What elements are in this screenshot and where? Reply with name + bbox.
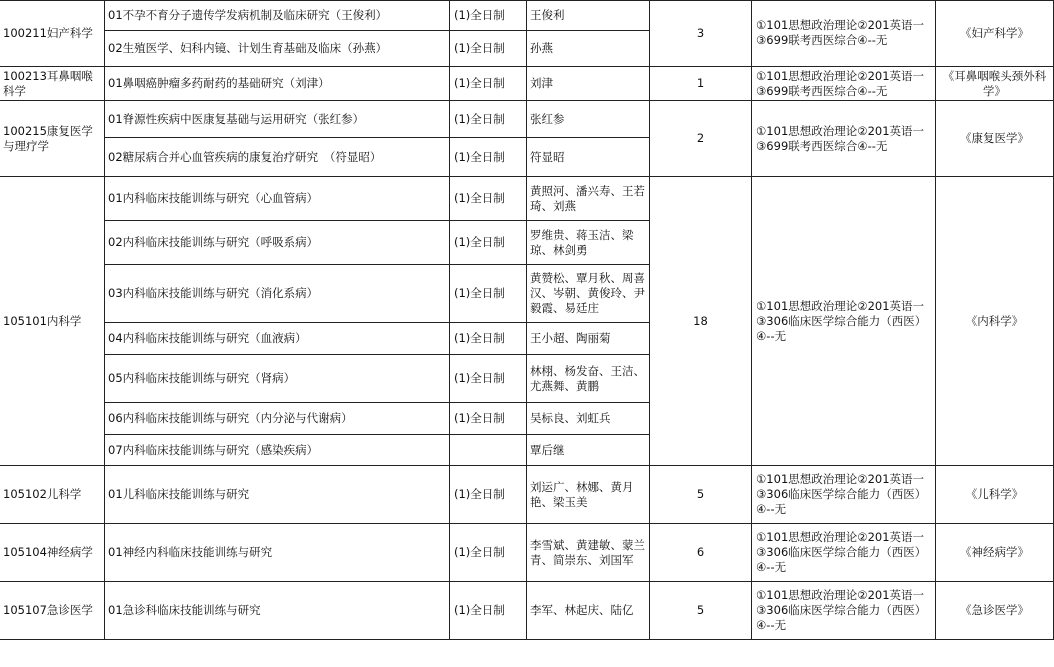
quota-cell-text: 18: [693, 313, 708, 328]
research-direction-cell: [105, 582, 450, 640]
study-mode-cell: [450, 265, 527, 323]
major-cell-text: 100213耳鼻咽喉科学: [3, 68, 93, 98]
reference-book-cell: [936, 101, 1054, 177]
exam-subjects-cell: [752, 582, 936, 640]
exam-subjects-cell: [752, 177, 936, 466]
exam-subjects-cell: [752, 0, 936, 67]
study-mode-cell: [450, 101, 527, 138]
supervisor-cell-text: 王俊利: [530, 7, 565, 22]
reference-book-cell: [936, 466, 1054, 524]
study-mode-cell-text: (1)全日制: [454, 7, 505, 22]
study-mode-cell: [450, 524, 527, 582]
quota-cell: [650, 101, 752, 177]
research-direction-cell-text: 01内科临床技能训练与研究（心血管病）: [108, 191, 319, 205]
supervisor-cell-text: 符显昭: [530, 149, 565, 164]
exam-subjects-cell: [752, 101, 936, 177]
table-top-border: [0, 0, 1054, 1]
research-direction-cell: [105, 221, 450, 265]
exam-subjects-cell-text: ①101思想政治理论②201英语一③306临床医学综合能力（西医）④--无: [756, 588, 927, 632]
major-cell: [0, 524, 105, 582]
exam-subjects-cell-text: ①101思想政治理论②201英语一③699联考西医综合④--无: [756, 18, 925, 47]
supervisor-cell-text: 孙燕: [530, 41, 553, 55]
study-mode-cell-text: (1)全日制: [454, 603, 505, 617]
study-mode-cell: [450, 0, 527, 31]
major-cell-text: 100211妇产科学: [3, 25, 93, 40]
research-direction-cell-text: 01急诊科临床技能训练与研究: [108, 603, 261, 617]
exam-subjects-cell-text: ①101思想政治理论②201英语一③306临床医学综合能力（西医）④--无: [756, 472, 927, 516]
reference-book-cell-text: 《妇产科学》: [960, 25, 1029, 40]
supervisor-cell-text: 覃后继: [530, 442, 565, 457]
supervisor-cell: [527, 177, 650, 221]
reference-book-cell: [936, 524, 1054, 582]
research-direction-cell: [105, 31, 450, 67]
study-mode-cell: [450, 466, 527, 524]
quota-cell-text: 5: [696, 603, 705, 617]
research-direction-cell-text: 02内科临床技能训练与研究（呼吸系病）: [108, 235, 319, 249]
major-cell-text: 105107急诊医学: [3, 603, 93, 617]
quota-cell-text: 2: [696, 131, 705, 145]
research-direction-cell: [105, 323, 450, 355]
major-cell-text: 105101内科学: [3, 313, 82, 328]
reference-book-cell-text: 《内科学》: [965, 313, 1024, 328]
supervisor-cell-text: 黄赞松、覃月秋、周喜汉、岑朝、黄俊玲、尹毅霞、易廷庄: [530, 271, 645, 315]
quota-cell-text: 6: [696, 545, 705, 559]
exam-subjects-cell: [752, 67, 936, 101]
quota-cell-text: 1: [696, 76, 705, 90]
quota-cell: [650, 0, 752, 67]
quota-cell: [650, 524, 752, 582]
study-mode-cell-text: (1)全日制: [454, 111, 505, 126]
research-direction-cell: [105, 466, 450, 524]
supervisor-cell: [527, 138, 650, 177]
study-mode-cell-text: (1)全日制: [454, 41, 505, 55]
research-direction-cell-text: 05内科临床技能训练与研究（肾病）: [108, 371, 296, 385]
exam-subjects-cell: [752, 524, 936, 582]
study-mode-cell: [450, 355, 527, 403]
exam-subjects-cell-text: ①101思想政治理论②201英语一③699联考西医综合④--无: [756, 123, 925, 153]
study-mode-cell: [450, 221, 527, 265]
quota-cell: [650, 466, 752, 524]
exam-subjects-cell-text: ①101思想政治理论②201英语一③699联考西医综合④--无: [756, 68, 925, 98]
study-mode-cell: [450, 403, 527, 435]
supervisor-cell-text: 刘津: [530, 76, 553, 90]
supervisor-cell-text: 李雪斌、黄建敏、蒙兰青、简崇东、刘国军: [530, 537, 645, 567]
study-mode-cell: [450, 435, 527, 466]
study-mode-cell: [450, 67, 527, 101]
exam-subjects-cell-text: ①101思想政治理论②201英语一③306临床医学综合能力（西医）④--无: [756, 298, 927, 343]
reference-book-cell-text: 《急诊医学》: [960, 603, 1029, 617]
research-direction-cell: [105, 524, 450, 582]
reference-book-cell: [936, 67, 1054, 101]
research-direction-cell: [105, 0, 450, 31]
study-mode-cell-text: (1)全日制: [454, 371, 505, 385]
study-mode-cell: [450, 582, 527, 640]
major-cell: [0, 582, 105, 640]
supervisor-cell-text: 李军、林起庆、陆亿: [530, 603, 634, 617]
research-direction-cell-text: 02糖尿病合并心血管疾病的康复治疗研究 （符显昭）: [108, 149, 382, 164]
supervisor-cell: [527, 582, 650, 640]
supervisor-cell: [527, 67, 650, 101]
reference-book-cell: [936, 0, 1054, 67]
research-direction-cell: [105, 265, 450, 323]
supervisor-cell: [527, 265, 650, 323]
exam-subjects-cell-text: ①101思想政治理论②201英语一③306临床医学综合能力（西医）④--无: [756, 530, 927, 574]
major-cell: [0, 0, 105, 67]
research-direction-cell-text: 01脊源性疾病中医康复基础与运用研究（张红参）: [108, 111, 365, 126]
supervisor-cell-text: 张红参: [530, 111, 565, 126]
study-mode-cell: [450, 177, 527, 221]
research-direction-cell-text: 01不孕不育分子遗传学发病机制及临床研究（王俊利）: [108, 7, 388, 22]
study-mode-cell-text: (1)全日制: [454, 286, 505, 300]
major-cell-text: 100215康复医学与理疗学: [3, 123, 93, 153]
supervisor-cell-text: 王小超、陶丽菊: [530, 331, 611, 345]
research-direction-cell-text: 01儿科临床技能训练与研究: [108, 487, 250, 501]
reference-book-cell-text: 《康复医学》: [960, 131, 1029, 145]
quota-cell-text: 3: [696, 25, 705, 40]
major-cell: [0, 67, 105, 101]
reference-book-cell-text: 《儿科学》: [965, 487, 1024, 501]
study-mode-cell-text: (1)全日制: [454, 331, 505, 345]
supervisor-cell: [527, 355, 650, 403]
quota-cell: [650, 177, 752, 466]
research-direction-cell: [105, 355, 450, 403]
study-mode-cell-text: (1)全日制: [454, 149, 505, 164]
reference-book-cell: [936, 582, 1054, 640]
supervisor-cell: [527, 403, 650, 435]
research-direction-cell-text: 04内科临床技能训练与研究（血液病）: [108, 331, 307, 345]
supervisor-cell-text: 黄照河、潘兴寿、王若琦、刘燕: [530, 183, 645, 213]
major-cell: [0, 177, 105, 466]
quota-cell: [650, 582, 752, 640]
research-direction-cell: [105, 67, 450, 101]
research-direction-cell-text: 01鼻咽癌肿瘤多药耐药的基础研究（刘津）: [108, 76, 330, 90]
research-direction-cell-text: 01神经内科临床技能训练与研究: [108, 545, 273, 559]
research-direction-cell: [105, 138, 450, 177]
major-cell-text: 105102儿科学: [3, 487, 82, 501]
study-mode-cell: [450, 31, 527, 67]
quota-cell: [650, 67, 752, 101]
research-direction-cell: [105, 403, 450, 435]
reference-book-cell-text: 《耳鼻咽喉头颈外科学》: [942, 68, 1047, 98]
supervisor-cell: [527, 221, 650, 265]
supervisor-cell-text: 罗维贵、蒋玉洁、梁琼、林剑勇: [530, 227, 634, 257]
supervisor-cell-text: 刘运广、林娜、黄月艳、梁玉美: [530, 479, 634, 509]
research-direction-cell: [105, 435, 450, 466]
quota-cell-text: 5: [696, 487, 705, 501]
supervisor-cell: [527, 466, 650, 524]
research-direction-cell-text: 07内科临床技能训练与研究（感染疾病）: [108, 442, 319, 457]
research-direction-cell: [105, 177, 450, 221]
research-direction-cell-text: 03内科临床技能训练与研究（消化系病）: [108, 286, 319, 300]
study-mode-cell: [450, 323, 527, 355]
supervisor-cell: [527, 0, 650, 31]
major-cell: [0, 466, 105, 524]
major-cell-text: 105104神经病学: [3, 545, 93, 559]
research-direction-cell: [105, 101, 450, 138]
supervisor-cell: [527, 524, 650, 582]
major-cell: [0, 101, 105, 177]
study-mode-cell-text: (1)全日制: [454, 411, 505, 425]
reference-book-cell: [936, 177, 1054, 466]
research-direction-cell-text: 06内科临床技能训练与研究（内分泌与代谢病）: [108, 411, 353, 425]
supervisor-cell: [527, 435, 650, 466]
reference-book-cell-text: 《神经病学》: [960, 545, 1029, 559]
supervisor-cell-text: 林栩、杨发奋、王洁、尤燕舞、黄鹏: [530, 363, 645, 393]
exam-subjects-cell: [752, 466, 936, 524]
study-mode-cell-text: (1)全日制: [454, 76, 505, 90]
supervisor-cell: [527, 31, 650, 67]
supervisor-cell: [527, 323, 650, 355]
supervisor-cell: [527, 101, 650, 138]
research-direction-cell-text: 02生殖医学、妇科内镜、计划生育基础及临床（孙燕）: [108, 41, 388, 55]
study-mode-cell-text: (1)全日制: [454, 235, 505, 249]
study-mode-cell-text: (1)全日制: [454, 487, 505, 501]
study-mode-cell: [450, 138, 527, 177]
study-mode-cell-text: (1)全日制: [454, 191, 505, 205]
study-mode-cell-text: (1)全日制: [454, 545, 505, 559]
supervisor-cell-text: 吴标良、刘虹兵: [530, 411, 611, 425]
